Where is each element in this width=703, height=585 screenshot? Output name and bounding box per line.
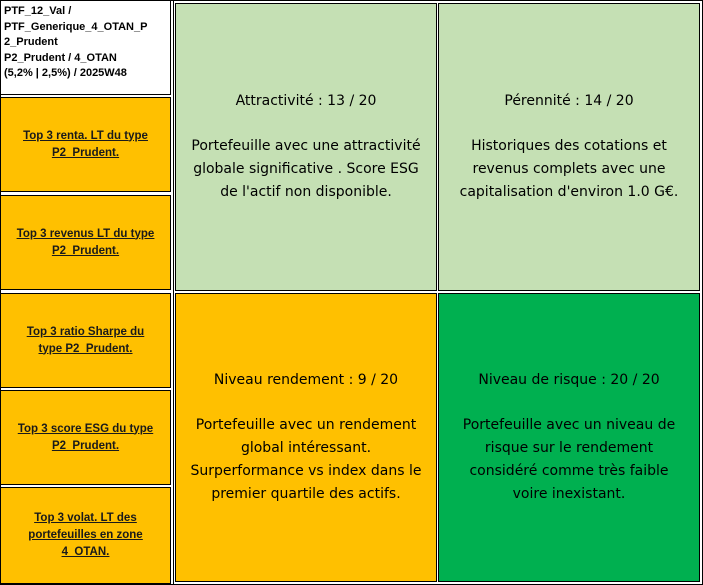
sidebar — [1, 1, 174, 584]
header-line: 2_Prudent — [4, 36, 58, 48]
risque-cell — [438, 293, 700, 582]
perennite-title: Pérennité : 14 / 20 — [504, 93, 634, 109]
top3-volat-label[interactable]: Top 3 volat. LT des portefeuilles en zone 4_OTAN. — [28, 512, 143, 558]
attractivite-description: Portefeuille avec une attractivité globale significative . Score ESG de l'actif non disponible. — [191, 138, 421, 200]
rendement-cell — [175, 293, 437, 582]
attractivite-title: Attractivité : 13 / 20 — [235, 93, 377, 109]
perennite-description: Historiques des cotations et revenus complets avec une capitalisation d'environ 1.0 G€. — [459, 138, 679, 200]
rendement-title: Niveau rendement : 9 / 20 — [213, 372, 399, 388]
header-line: (5,2% | 2,5%) / 2025W48 — [4, 67, 127, 79]
header-line: PTF_12_Val / — [4, 5, 72, 17]
perennite-cell — [438, 3, 700, 291]
top3-volat-button[interactable] — [1, 487, 171, 584]
top3-renta-label[interactable]: Top 3 renta. LT du type P2_Prudent. — [23, 129, 148, 159]
top3-revenus-button[interactable] — [1, 195, 171, 290]
attractivite-cell — [175, 3, 437, 291]
top3-revenus-label[interactable]: Top 3 revenus LT du type P2_Prudent. — [16, 227, 155, 257]
risque-description: Portefeuille avec un niveau de risque sur le rendement considéré comme très faible voire inexistant. — [462, 417, 676, 502]
top3-renta-button[interactable] — [1, 97, 171, 192]
header-line: P2_Prudent / 4_OTAN — [4, 51, 117, 64]
rendement-description: Portefeuille avec un rendement global intéressant. Surperformance vs index dans le premier quartile des actifs. — [190, 417, 422, 502]
risque-title: Niveau de risque : 20 / 20 — [478, 372, 660, 388]
portfolio-header — [1, 1, 171, 95]
top3-sharpe-button[interactable] — [1, 293, 171, 388]
header-line: PTF_Generique_4_OTAN_P — [4, 20, 148, 33]
top3-esg-button[interactable] — [1, 390, 171, 485]
top3-esg-label[interactable]: Top 3 score ESG du type P2_Prudent. — [17, 422, 154, 452]
top3-sharpe-label[interactable]: Top 3 ratio Sharpe du type P2_Prudent. — [26, 325, 145, 355]
